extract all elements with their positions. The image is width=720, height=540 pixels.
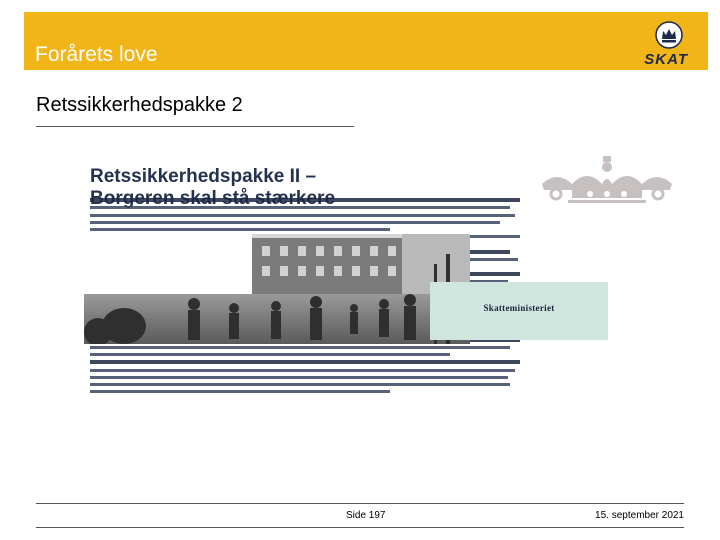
- document-text-line: [90, 360, 520, 364]
- page-number: Side 197: [346, 510, 386, 521]
- document-text-line: [90, 228, 390, 231]
- header-bar: [24, 12, 708, 70]
- logo-text: SKAT: [644, 51, 688, 68]
- document-text-line: [90, 390, 390, 393]
- document-text-line: [90, 376, 508, 379]
- document-text-line: [90, 214, 515, 217]
- slide-subtitle: Retssikkerhedspakke 2: [36, 94, 243, 116]
- document-text-line: [90, 383, 510, 386]
- ministry-label-band: [430, 282, 608, 340]
- presentation-title: Forårets love: [35, 43, 158, 66]
- document-text-line: [90, 206, 510, 209]
- ministry-label: Skatteministeriet: [483, 303, 555, 313]
- document-text-line: [90, 221, 500, 224]
- footer-divider-bottom: [36, 527, 684, 528]
- document-heading-line1: Retssikkerhedspakke II –: [90, 166, 317, 187]
- document-text-line: [90, 353, 450, 356]
- subtitle-divider: [36, 126, 354, 127]
- footer-divider: [36, 503, 684, 504]
- document-text-line: [90, 369, 515, 372]
- document-text-line: [90, 198, 520, 202]
- crown-crest-icon: [532, 154, 682, 214]
- footer-date: 15. september 2021: [595, 510, 684, 521]
- crown-icon: [654, 20, 684, 50]
- skat-logo: [618, 20, 688, 66]
- document-text-line: [90, 346, 510, 349]
